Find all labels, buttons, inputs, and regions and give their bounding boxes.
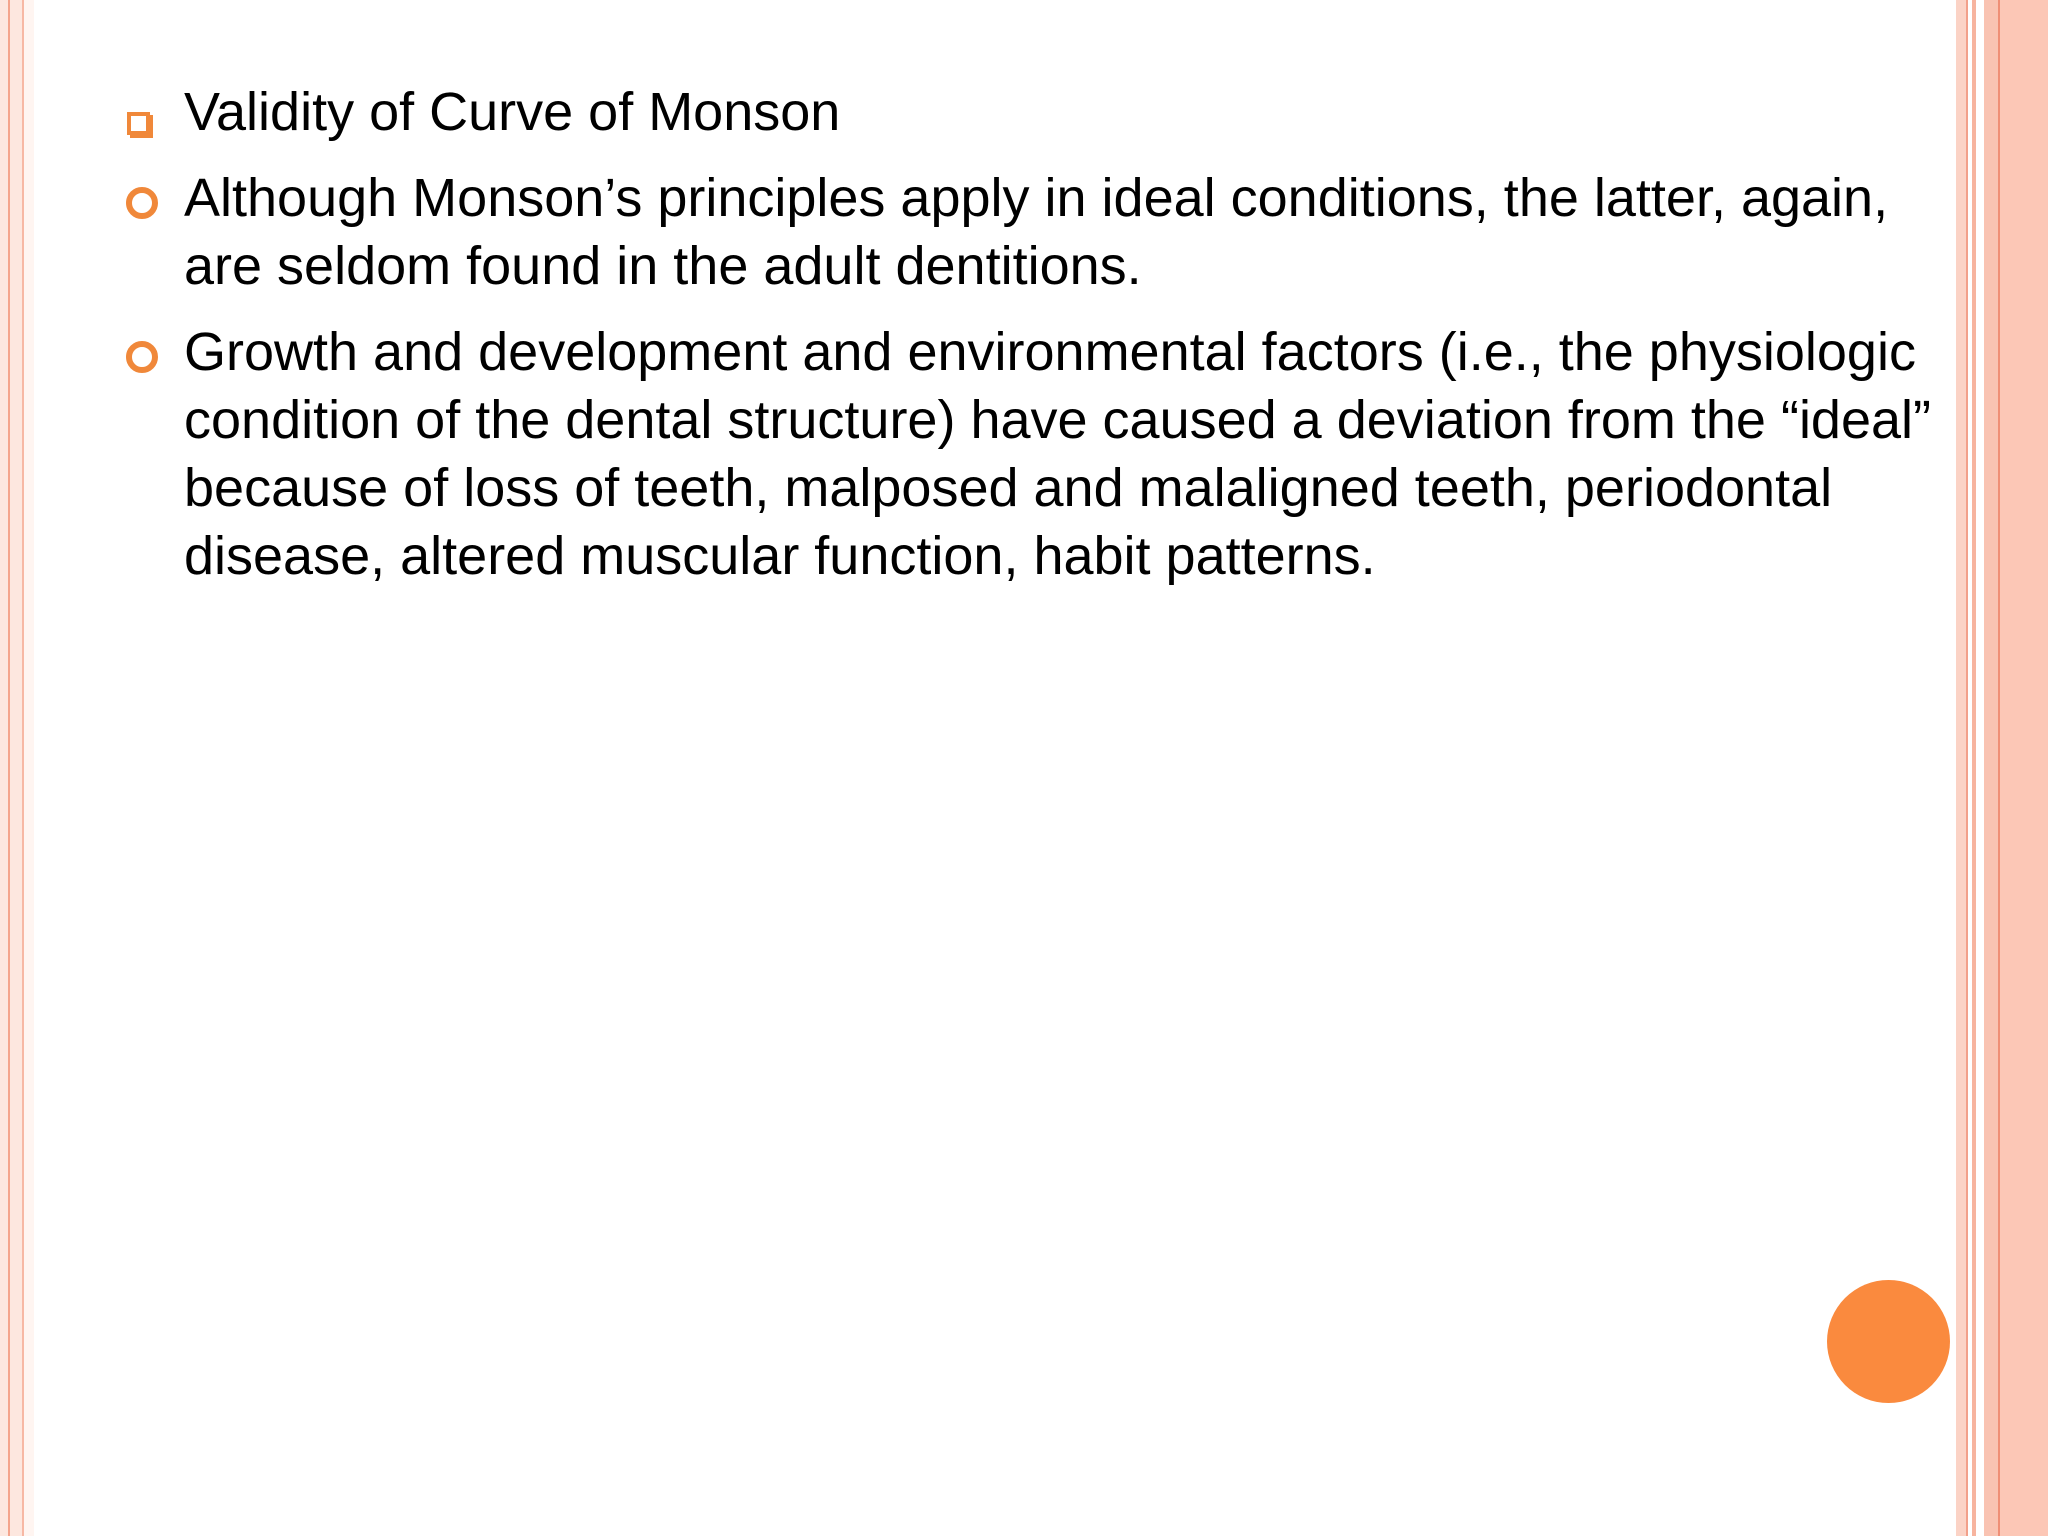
- bullet-item: [120, 164, 1940, 300]
- orange-disc-decoration: [1827, 1280, 1950, 1403]
- bullet-item-heading: [120, 78, 1940, 146]
- slide-content: [120, 78, 1940, 608]
- bullet-item: [120, 318, 1940, 590]
- right-decorative-band: [1956, 0, 2048, 1536]
- bullet-text: Although Monson’s principles apply in ideal conditions, the latter, again, are seldom found in the adult dentitions.: [184, 168, 1889, 296]
- square-bullet-icon: [127, 112, 150, 135]
- ring-bullet-icon: [126, 341, 158, 373]
- bullet-text: Growth and development and environmental factors (i.e., the physiologic condition of the dental structure) have caused a deviation from the “ideal” because of loss of teeth, malposed and malaligned teeth, periodontal disease, altered muscular function, habit patterns.: [184, 322, 1932, 586]
- ring-bullet-icon: [126, 187, 158, 219]
- bullet-text: Validity of Curve of Monson: [184, 82, 841, 142]
- left-decorative-band: [0, 0, 34, 1536]
